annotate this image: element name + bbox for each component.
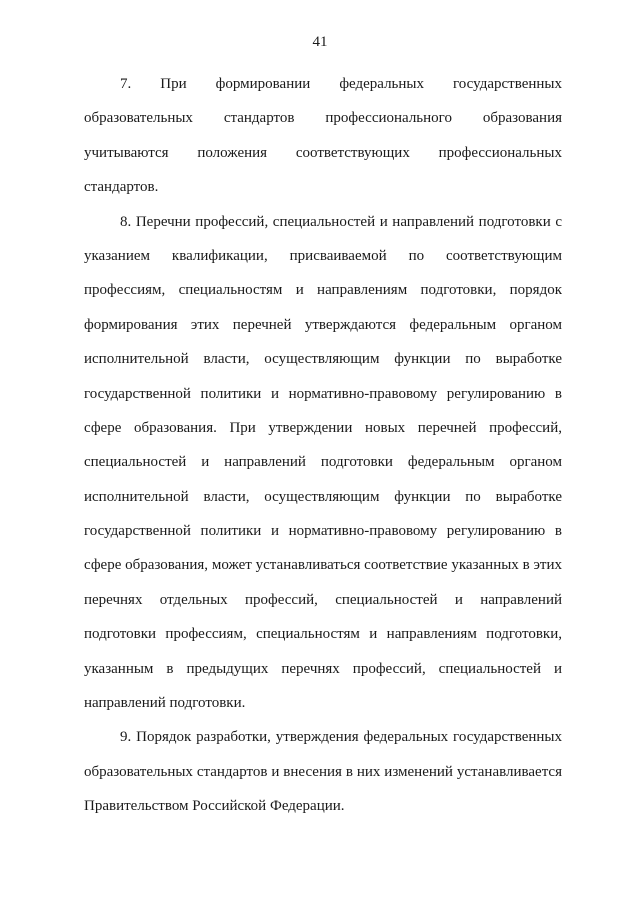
- page-number: 41: [312, 34, 328, 50]
- text-line: сфере образования. При утверждении новых перечней профессий,: [84, 419, 562, 436]
- text-line: 9. Порядок разработки, утверждения федеральных государственных: [120, 729, 562, 746]
- text-line: образовательных стандартов и внесения в них изменений устанавливается: [84, 763, 562, 780]
- text-line: формирования этих перечней утверждаются федеральным органом: [84, 316, 562, 333]
- text-line: Правительством Российской Федерации.: [84, 798, 345, 815]
- text-line: направлений подготовки.: [84, 695, 246, 712]
- paragraph-7: [84, 67, 562, 205]
- text-line: государственной политики и нормативно-правовому регулированию в: [84, 385, 562, 402]
- text-line: исполнительной власти, осуществляющим функции по выработке: [84, 488, 562, 505]
- text-line: перечнях отдельных профессий, специальностей и направлений: [84, 591, 562, 608]
- paragraph-8: [84, 205, 562, 721]
- text-line: образовательных стандартов профессионального образования: [84, 110, 562, 127]
- text-line: профессиям, специальностям и направлениям подготовки, порядок: [84, 282, 562, 299]
- text-line: указанием квалификации, присваиваемой по соответствующим: [84, 247, 562, 264]
- text-line: учитываются положения соответствующих профессиональных: [84, 144, 562, 161]
- text-line: указанным в предыдущих перечнях профессий, специальностей и: [84, 660, 562, 677]
- text-line: подготовки профессиям, специальностям и направлениям подготовки,: [84, 626, 562, 643]
- text-line: 7. При формировании федеральных государственных: [120, 76, 562, 92]
- text-line: стандартов.: [84, 179, 159, 196]
- text-line: сфере образования, может устанавливаться соответствие указанных в этих: [84, 557, 562, 574]
- text-line: исполнительной власти, осуществляющим функции по выработке: [84, 351, 562, 368]
- text-line: государственной политики и нормативно-правовому регулированию в: [84, 523, 562, 540]
- text-line: специальностей и направлений подготовки федеральным органом: [84, 454, 562, 471]
- paragraph-9: [84, 720, 562, 823]
- text-line: 8. Перечни профессий, специальностей и направлений подготовки с: [120, 213, 562, 230]
- document-body: [84, 67, 562, 824]
